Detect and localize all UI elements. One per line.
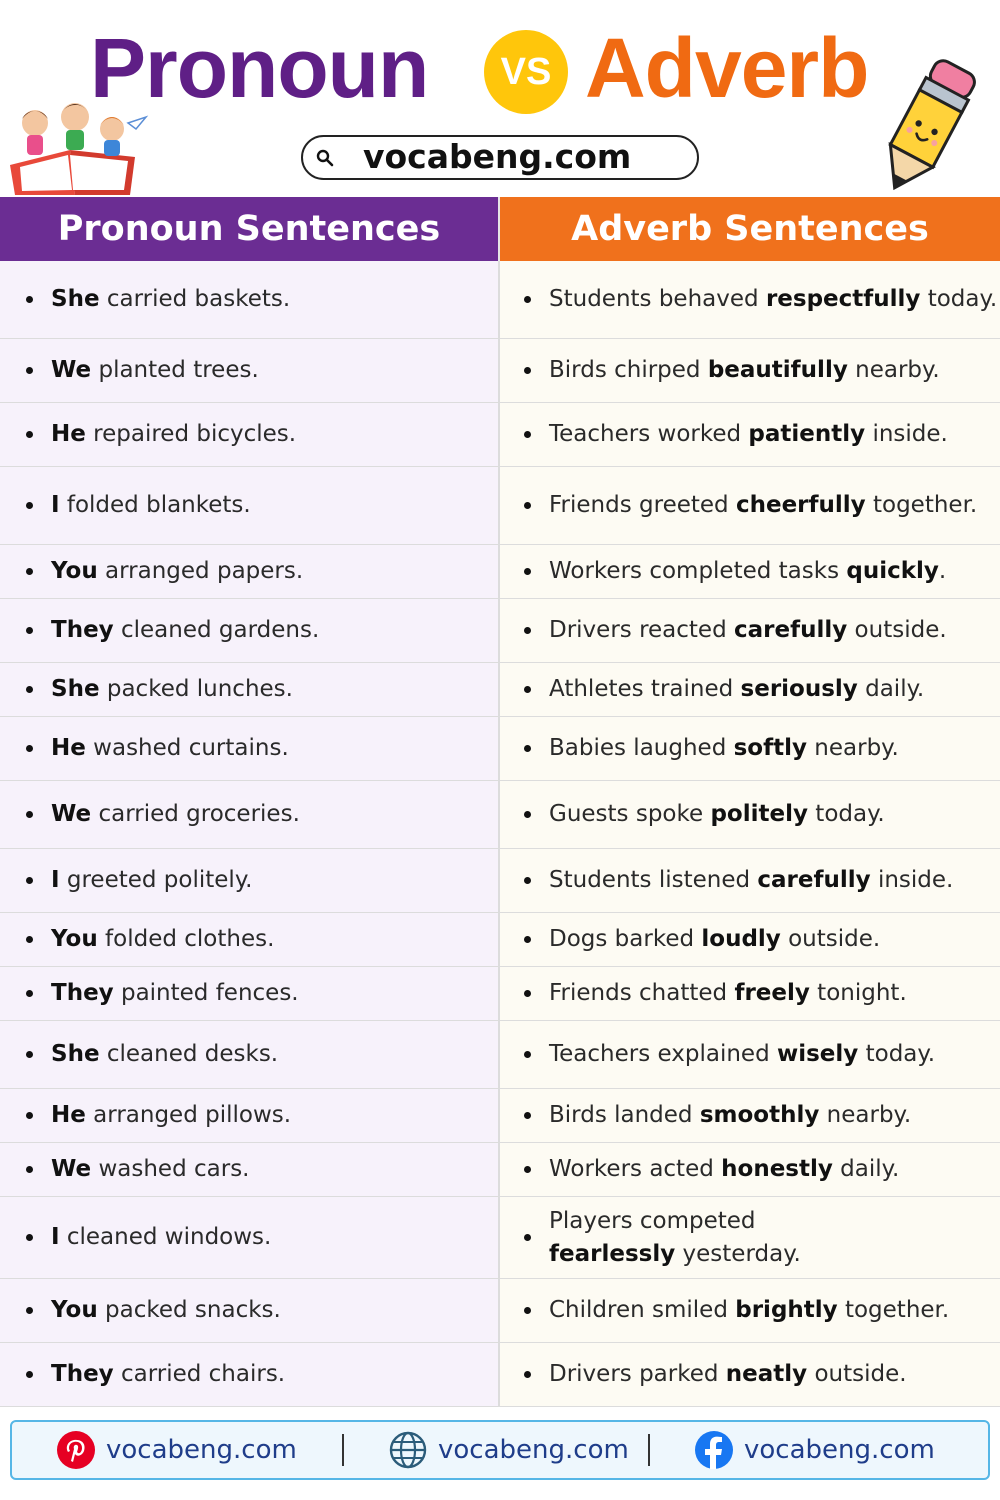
adverb-cell bbox=[500, 967, 1000, 1020]
pronoun-word: She bbox=[51, 1041, 100, 1067]
pronoun-rest: arranged pillows. bbox=[85, 1102, 292, 1128]
adverb-cell bbox=[500, 1143, 1000, 1196]
adverb-sentence bbox=[549, 1099, 911, 1132]
pronoun-word: We bbox=[51, 801, 92, 827]
adverb-word: fearlessly bbox=[549, 1240, 676, 1267]
adverb-word: respectfully bbox=[765, 286, 921, 312]
adverb-word: quickly bbox=[846, 558, 939, 584]
footer-website[interactable] bbox=[388, 1422, 629, 1478]
adverb-cell bbox=[500, 717, 1000, 780]
footer-pinterest-label: vocabeng.com bbox=[106, 1435, 297, 1465]
pronoun-sentence bbox=[51, 283, 290, 316]
adverb-post: today. bbox=[920, 286, 998, 312]
bullet-icon bbox=[524, 431, 531, 438]
adverb-pre: Athletes trained bbox=[549, 676, 741, 702]
pronoun-cell bbox=[0, 261, 500, 338]
pronoun-word: They bbox=[51, 980, 114, 1006]
bullet-icon bbox=[26, 686, 33, 693]
pronoun-cell bbox=[0, 1197, 500, 1278]
bullet-icon bbox=[26, 568, 33, 575]
bullet-icon bbox=[524, 296, 531, 303]
pronoun-word: She bbox=[51, 286, 100, 312]
table-row bbox=[0, 403, 1000, 467]
pinterest-icon bbox=[56, 1430, 96, 1470]
table-row bbox=[0, 599, 1000, 663]
pronoun-word: He bbox=[51, 735, 86, 761]
pronoun-sentence bbox=[51, 923, 274, 956]
footer-facebook-label: vocabeng.com bbox=[744, 1435, 935, 1465]
adverb-cell bbox=[500, 1089, 1000, 1142]
table-row bbox=[0, 1343, 1000, 1407]
pronoun-word: They bbox=[51, 1361, 114, 1387]
pronoun-rest: repaired bicycles. bbox=[85, 421, 297, 447]
adverb-pre: Workers acted bbox=[549, 1156, 722, 1182]
adverb-word: politely bbox=[710, 801, 808, 827]
pronoun-sentence bbox=[51, 418, 296, 451]
pronoun-cell bbox=[0, 781, 500, 848]
adverb-word: carefully bbox=[734, 617, 848, 643]
table-row bbox=[0, 1279, 1000, 1343]
pronoun-word: You bbox=[51, 1297, 98, 1323]
table-row bbox=[0, 1197, 1000, 1279]
table-row bbox=[0, 545, 1000, 599]
adverb-pre: Dogs barked bbox=[549, 926, 702, 952]
title-adverb: Adverb bbox=[585, 21, 869, 115]
bullet-icon bbox=[26, 1166, 33, 1173]
table-row bbox=[0, 339, 1000, 403]
adverb-post: tonight. bbox=[809, 980, 907, 1006]
pronoun-sentence bbox=[51, 489, 251, 522]
adverb-post: nearby. bbox=[847, 357, 940, 383]
adverb-cell bbox=[500, 545, 1000, 598]
pronoun-word: We bbox=[51, 357, 92, 383]
bullet-icon bbox=[524, 1307, 531, 1314]
pronoun-cell bbox=[0, 467, 500, 544]
pronoun-word: You bbox=[51, 926, 98, 952]
pronoun-sentence bbox=[51, 673, 293, 706]
pronoun-rest: packed snacks. bbox=[97, 1297, 281, 1323]
adverb-sentence bbox=[549, 489, 977, 522]
adverb-cell bbox=[500, 261, 1000, 338]
adverb-pre: Friends greeted bbox=[549, 492, 736, 518]
pronoun-sentence bbox=[51, 1221, 271, 1254]
adverb-post: inside. bbox=[870, 867, 954, 893]
adverb-post: . bbox=[938, 558, 947, 584]
adverb-sentence bbox=[549, 283, 997, 316]
bullet-icon bbox=[26, 1307, 33, 1314]
adverb-post: yesterday. bbox=[675, 1240, 801, 1267]
pronoun-sentence bbox=[51, 732, 289, 765]
adverb-word: cheerfully bbox=[735, 492, 866, 518]
bullet-icon bbox=[524, 877, 531, 884]
adverb-post: daily. bbox=[832, 1156, 900, 1182]
vs-badge: VS bbox=[484, 30, 568, 114]
pronoun-cell bbox=[0, 717, 500, 780]
column-header-adverb: Adverb Sentences bbox=[500, 197, 1000, 261]
pronoun-cell bbox=[0, 663, 500, 716]
adverb-sentence bbox=[549, 1294, 949, 1327]
adverb-post: nearby. bbox=[806, 735, 899, 761]
adverb-word: freely bbox=[734, 980, 810, 1006]
pronoun-sentence bbox=[51, 1038, 278, 1071]
footer-divider bbox=[648, 1434, 650, 1466]
pronoun-rest: folded clothes. bbox=[97, 926, 275, 952]
pronoun-sentence bbox=[51, 1294, 281, 1327]
kids-reading-book-illustration bbox=[0, 95, 150, 200]
bullet-icon bbox=[524, 1166, 531, 1173]
bullet-icon bbox=[524, 1112, 531, 1119]
pronoun-cell bbox=[0, 1021, 500, 1088]
adverb-sentence bbox=[549, 977, 907, 1010]
bullet-icon bbox=[524, 936, 531, 943]
pronoun-word: They bbox=[51, 617, 114, 643]
adverb-cell bbox=[500, 599, 1000, 662]
footer-divider bbox=[342, 1434, 344, 1466]
adverb-pre: Birds chirped bbox=[549, 357, 708, 383]
pronoun-rest: folded blankets. bbox=[59, 492, 251, 518]
adverb-sentence bbox=[549, 614, 947, 647]
table-header bbox=[0, 197, 1000, 261]
adverb-cell bbox=[500, 849, 1000, 912]
adverb-post: today. bbox=[807, 801, 885, 827]
bullet-icon bbox=[26, 1234, 33, 1241]
footer-pinterest[interactable] bbox=[56, 1422, 297, 1478]
pronoun-word: We bbox=[51, 1156, 92, 1182]
adverb-word: smoothly bbox=[699, 1102, 820, 1128]
pronoun-rest: planted trees. bbox=[91, 357, 259, 383]
adverb-word: beautifully bbox=[707, 357, 848, 383]
table-row bbox=[0, 1021, 1000, 1089]
pronoun-word: You bbox=[51, 558, 98, 584]
adverb-word: seriously bbox=[740, 676, 858, 702]
bullet-icon bbox=[26, 431, 33, 438]
bullet-icon bbox=[524, 811, 531, 818]
title-row bbox=[0, 18, 1000, 118]
bullet-icon bbox=[524, 686, 531, 693]
pronoun-rest: greeted politely. bbox=[59, 867, 253, 893]
adverb-post: outside. bbox=[847, 617, 947, 643]
pronoun-rest: carried groceries. bbox=[91, 801, 300, 827]
pronoun-word: He bbox=[51, 421, 86, 447]
adverb-word: loudly bbox=[701, 926, 781, 952]
bullet-icon bbox=[524, 745, 531, 752]
adverb-pre: Birds landed bbox=[549, 1102, 700, 1128]
bullet-icon bbox=[524, 1051, 531, 1058]
adverb-pre: Babies laughed bbox=[549, 735, 734, 761]
pronoun-cell bbox=[0, 339, 500, 402]
pronoun-cell bbox=[0, 545, 500, 598]
pronoun-sentence bbox=[51, 798, 300, 831]
bullet-icon bbox=[26, 1371, 33, 1378]
adverb-pre: Drivers reacted bbox=[549, 617, 734, 643]
pronoun-rest: cleaned gardens. bbox=[113, 617, 320, 643]
adverb-pre: Players competed bbox=[549, 1207, 756, 1234]
adverb-post: nearby. bbox=[819, 1102, 912, 1128]
bullet-icon bbox=[524, 367, 531, 374]
footer-facebook[interactable] bbox=[694, 1422, 935, 1478]
pronoun-rest: packed lunches. bbox=[99, 676, 293, 702]
pronoun-word: I bbox=[51, 867, 60, 893]
table-row bbox=[0, 663, 1000, 717]
pronoun-word: I bbox=[51, 492, 60, 518]
adverb-post: inside. bbox=[865, 421, 948, 447]
table-row bbox=[0, 467, 1000, 545]
bullet-icon bbox=[26, 1112, 33, 1119]
adverb-post: today. bbox=[858, 1041, 936, 1067]
adverb-post: together. bbox=[865, 492, 978, 518]
adverb-pre: Drivers parked bbox=[549, 1361, 726, 1387]
site-url: vocabeng.com bbox=[363, 137, 632, 176]
bullet-icon bbox=[26, 627, 33, 634]
pronoun-rest: arranged papers. bbox=[97, 558, 304, 584]
adverb-sentence bbox=[549, 555, 946, 588]
bullet-icon bbox=[26, 502, 33, 509]
table-row bbox=[0, 913, 1000, 967]
bullet-icon bbox=[524, 502, 531, 509]
pronoun-word: I bbox=[51, 1224, 60, 1250]
bullet-icon bbox=[524, 1234, 531, 1241]
adverb-word: softly bbox=[733, 735, 807, 761]
table-body bbox=[0, 261, 1000, 1407]
table-row bbox=[0, 967, 1000, 1021]
bullet-icon bbox=[524, 627, 531, 634]
facebook-icon bbox=[694, 1430, 734, 1470]
adverb-cell bbox=[500, 781, 1000, 848]
pronoun-cell bbox=[0, 1279, 500, 1342]
pronoun-sentence bbox=[51, 1358, 285, 1391]
pencil-mascot-illustration bbox=[868, 50, 988, 200]
footer-bar bbox=[10, 1420, 990, 1480]
pronoun-rest: cleaned windows. bbox=[59, 1224, 272, 1250]
title-pronoun: Pronoun bbox=[90, 21, 429, 115]
pronoun-sentence bbox=[51, 555, 303, 588]
pronoun-cell bbox=[0, 1343, 500, 1406]
bullet-icon bbox=[26, 990, 33, 997]
pronoun-sentence bbox=[51, 1099, 291, 1132]
pronoun-rest: carried chairs. bbox=[113, 1361, 286, 1387]
adverb-post: outside. bbox=[780, 926, 881, 952]
adverb-cell bbox=[500, 339, 1000, 402]
adverb-sentence bbox=[549, 923, 880, 956]
table-row bbox=[0, 261, 1000, 339]
table-row bbox=[0, 717, 1000, 781]
adverb-cell bbox=[500, 1343, 1000, 1406]
adverb-cell bbox=[500, 1021, 1000, 1088]
adverb-sentence bbox=[549, 732, 899, 765]
bullet-icon bbox=[524, 1371, 531, 1378]
adverb-pre: Students listened bbox=[549, 867, 758, 893]
pronoun-sentence bbox=[51, 977, 299, 1010]
adverb-pre: Students behaved bbox=[549, 286, 766, 312]
adverb-pre: Teachers worked bbox=[549, 421, 749, 447]
pronoun-word: He bbox=[51, 1102, 86, 1128]
bullet-icon bbox=[26, 296, 33, 303]
adverb-sentence bbox=[549, 354, 940, 387]
pronoun-sentence bbox=[51, 354, 259, 387]
adverb-sentence bbox=[549, 418, 948, 451]
column-header-pronoun: Pronoun Sentences bbox=[0, 197, 500, 261]
bullet-icon bbox=[26, 877, 33, 884]
table-row bbox=[0, 1143, 1000, 1197]
adverb-pre: Children smiled bbox=[549, 1297, 736, 1323]
pronoun-cell bbox=[0, 1089, 500, 1142]
adverb-sentence bbox=[549, 798, 885, 831]
adverb-cell bbox=[500, 913, 1000, 966]
pronoun-sentence bbox=[51, 614, 319, 647]
pronoun-cell bbox=[0, 403, 500, 466]
adverb-pre: Teachers explained bbox=[549, 1041, 777, 1067]
globe-icon bbox=[388, 1430, 428, 1470]
adverb-sentence bbox=[549, 1153, 899, 1186]
sentences-table bbox=[0, 197, 1000, 1407]
adverb-word: brightly bbox=[735, 1297, 838, 1323]
adverb-post: together. bbox=[837, 1297, 950, 1323]
pronoun-rest: carried baskets. bbox=[99, 286, 291, 312]
pronoun-cell bbox=[0, 913, 500, 966]
table-row bbox=[0, 781, 1000, 849]
pronoun-sentence bbox=[51, 1153, 249, 1186]
bullet-icon bbox=[26, 745, 33, 752]
adverb-pre: Guests spoke bbox=[549, 801, 711, 827]
adverb-post: outside. bbox=[807, 1361, 907, 1387]
adverb-word: honestly bbox=[721, 1156, 833, 1182]
pronoun-word: She bbox=[51, 676, 100, 702]
adverb-sentence bbox=[549, 864, 953, 897]
adverb-word: carefully bbox=[757, 867, 871, 893]
bullet-icon bbox=[26, 936, 33, 943]
adverb-sentence bbox=[549, 1038, 935, 1071]
adverb-cell bbox=[500, 1279, 1000, 1342]
adverb-word: neatly bbox=[725, 1361, 808, 1387]
pronoun-rest: painted fences. bbox=[113, 980, 299, 1006]
search-icon bbox=[315, 148, 335, 168]
adverb-sentence bbox=[549, 1205, 889, 1271]
pronoun-cell bbox=[0, 599, 500, 662]
bullet-icon bbox=[524, 568, 531, 575]
pronoun-cell bbox=[0, 967, 500, 1020]
bullet-icon bbox=[26, 1051, 33, 1058]
adverb-cell bbox=[500, 663, 1000, 716]
pronoun-rest: washed curtains. bbox=[85, 735, 289, 761]
bullet-icon bbox=[26, 367, 33, 374]
pronoun-cell bbox=[0, 1143, 500, 1196]
adverb-cell bbox=[500, 403, 1000, 466]
bullet-icon bbox=[26, 811, 33, 818]
pronoun-cell bbox=[0, 849, 500, 912]
adverb-cell bbox=[500, 1197, 1000, 1278]
pronoun-sentence bbox=[51, 864, 252, 897]
adverb-word: wisely bbox=[776, 1041, 859, 1067]
adverb-sentence bbox=[549, 673, 924, 706]
adverb-sentence bbox=[549, 1358, 907, 1391]
adverb-pre: Friends chatted bbox=[549, 980, 735, 1006]
bullet-icon bbox=[524, 990, 531, 997]
site-search-bar bbox=[301, 135, 699, 180]
table-row bbox=[0, 849, 1000, 913]
table-row bbox=[0, 1089, 1000, 1143]
adverb-pre: Workers completed tasks bbox=[549, 558, 847, 584]
footer-website-label: vocabeng.com bbox=[438, 1435, 629, 1465]
adverb-cell bbox=[500, 467, 1000, 544]
adverb-word: patiently bbox=[748, 421, 866, 447]
pronoun-rest: cleaned desks. bbox=[99, 1041, 279, 1067]
adverb-post: daily. bbox=[857, 676, 925, 702]
pronoun-rest: washed cars. bbox=[91, 1156, 250, 1182]
